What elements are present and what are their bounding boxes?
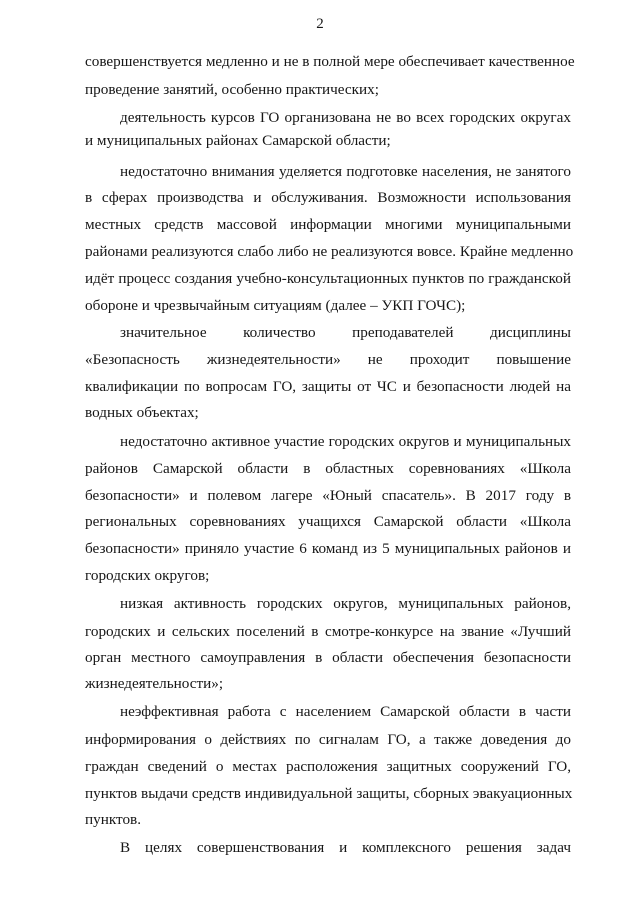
text-line: обороне и чрезвычайным ситуациям (далее – УКП ГОЧС); <box>85 297 466 314</box>
page-number: 2 <box>316 16 324 32</box>
text-line: недостаточно внимания уделяется подготовке населения, не занятого <box>120 163 571 180</box>
text-line: «Безопасность жизнедеятельности» не проходит повышение <box>85 351 571 368</box>
text-line: пунктов выдачи средств индивидуальной защиты, сборных эвакуационных <box>85 785 573 802</box>
text-line: местных средств массовой информации многими муниципальными <box>85 216 571 233</box>
text-line: граждан сведений о местах расположения защитных сооружений ГО, <box>85 758 571 775</box>
text-line: пунктов. <box>85 811 142 828</box>
text-line: проведение занятий, особенно практических; <box>85 81 379 98</box>
text-line: региональных соревнованиях учащихся Самарской области «Школа <box>85 513 571 530</box>
text-line: В целях совершенствования и комплексного решения задач <box>120 839 571 856</box>
text-line: недостаточно активное участие городских округов и муниципальных <box>120 433 571 450</box>
text-line: орган местного самоуправления в области обеспечения безопасности <box>85 649 571 666</box>
text-line: городских и сельских поселений в смотре-конкурсе на звание «Лучший <box>85 623 571 640</box>
text-line: городских округов; <box>85 567 210 584</box>
text-line: жизнедеятельности»; <box>85 675 224 692</box>
text-line: в сферах производства и обслуживания. Возможности использования <box>85 189 571 206</box>
text-line: и муниципальных районах Самарской области; <box>85 132 391 149</box>
text-line: безопасности» приняло участие 6 команд из 5 муниципальных районов и <box>85 540 571 557</box>
text-line: значительное количество преподавателей дисциплины <box>120 324 571 341</box>
text-line: водных объектах; <box>85 404 199 421</box>
text-line: безопасности» и полевом лагере «Юный спасатель». В 2017 году в <box>85 487 571 504</box>
text-line: информирования о действиях по сигналам ГО, а также доведения до <box>85 731 571 748</box>
text-line: совершенствуется медленно и не в полной мере обеспечивает качественное <box>85 53 575 70</box>
text-line: районами реализуются слабо либо не реализуются вовсе. Крайне медленно <box>85 243 574 260</box>
text-line: районов Самарской области в областных соревнованиях «Школа <box>85 460 571 477</box>
text-line: низкая активность городских округов, муниципальных районов, <box>120 595 571 612</box>
text-line: идёт процесс создания учебно-консультационных пунктов по гражданской <box>85 270 571 287</box>
text-line: неэффективная работа с населением Самарской области в части <box>120 703 571 720</box>
text-line: деятельность курсов ГО организована не во всех городских округах <box>120 109 571 126</box>
text-line: квалификации по вопросам ГО, защиты от ЧС и безопасности людей на <box>85 378 571 395</box>
